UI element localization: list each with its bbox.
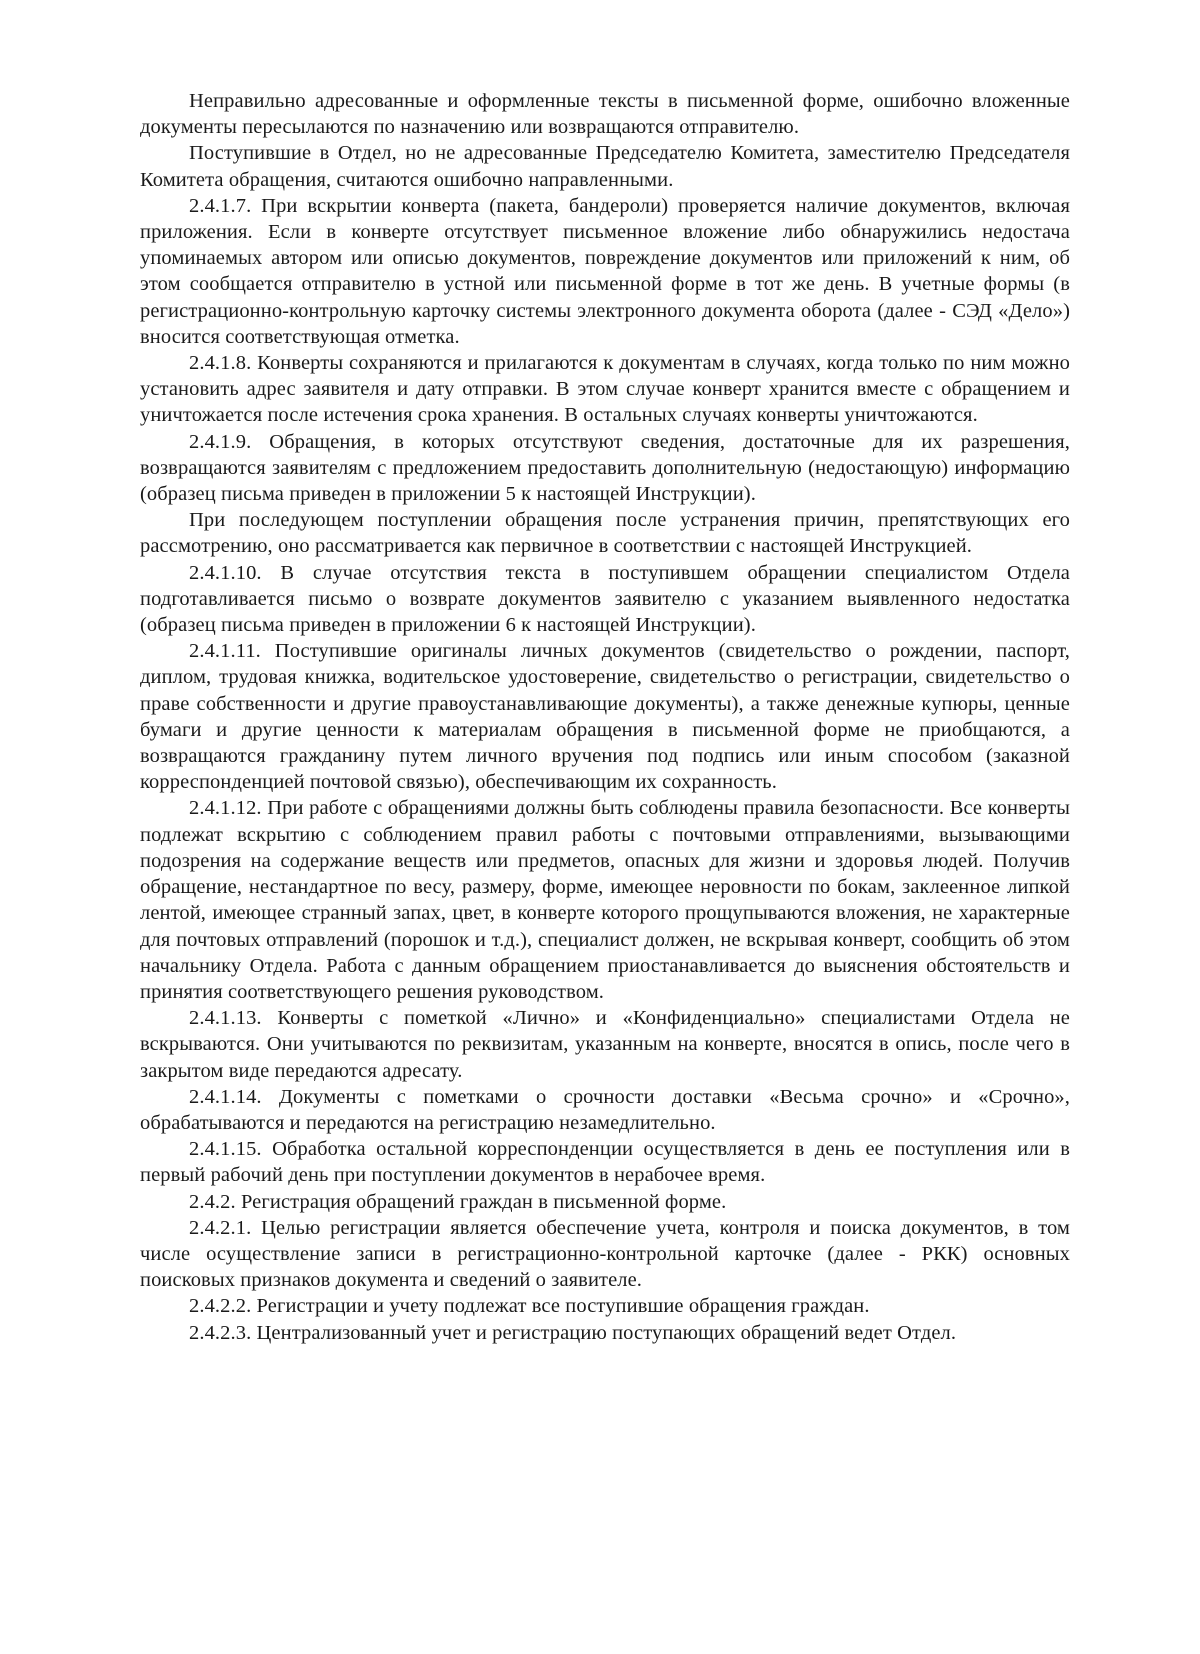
paragraph-2-4-1-15: 2.4.1.15. Обработка остальной корреспонденции осуществляется в день ее поступления или в первый рабочий день при поступлении документов в нерабочее время. (140, 1138, 1070, 1187)
paragraph-2-4-1-7: 2.4.1.7. При вскрытии конверта (пакета, бандероли) проверяется наличие документов, включая приложения. Если в конверте отсутствует письменное вложение либо обнаружились недостача упоминаемых автором или описью документов, повреждение документов или приложений к ним, об этом сообщается отправителю в устной или письменной форме в тот же день. В учетные формы (в регистрационно-контрольную карточку системы электронного документа оборота (далее - СЭД «Дело») вносится соответствующая отметка. (140, 194, 1070, 348)
paragraph-repeat-submission: При последующем поступлении обращения после устранения причин, препятствующих его рассмотрению, оно рассматривается как первичное в соответствии с настоящей Инструкцией. (140, 509, 1070, 558)
paragraph-2-4-1-10: 2.4.1.10. В случае отсутствия текста в поступившем обращении специалистом Отдела подготавливается письмо о возврате документов заявителю с указанием выявленного недостатка (образец письма приведен в приложении 6 к настоящей Инструкции). (140, 561, 1070, 637)
paragraph-2-4-1-12: 2.4.1.12. При работе с обращениями должны быть соблюдены правила безопасности. Все конверты подлежат вскрытию с соблюдением правил работы с почтовыми отправлениями, вызывающими подозрения на содержание веществ или предметов, опасных для жизни и здоровья людей. Получив обращение, нестандартное по весу, размеру, форме, имеющее неровности по бокам, заклеенное липкой лентой, имеющее странный запах, цвет, в конверте которого прощупываются вложения, не характерные для почтовых отправлений (порошок и т.д.), специалист должен, не вскрывая конверт, сообщить об этом начальнику Отдела. Работа с данным обращением приостанавливается до выяснения обстоятельств и принятия соответствующего решения руководством. (140, 797, 1070, 1003)
paragraph-2-4-1-14: 2.4.1.14. Документы с пометками о срочности доставки «Весьма срочно» и «Срочно», обрабатываются и передаются на регистрацию незамедлительно. (140, 1085, 1070, 1134)
paragraph-2-4-2: 2.4.2. Регистрация обращений граждан в письменной форме. (189, 1190, 727, 1213)
paragraph-2-4-2-2: 2.4.2.2. Регистрации и учету подлежат все поступившие обращения граждан. (189, 1295, 870, 1318)
paragraph-misaddressed: Неправильно адресованные и оформленные тексты в письменной форме, ошибочно вложенные документы пересылаются по назначению или возвращаются отправителю. (140, 90, 1070, 139)
paragraph-erroneously-sent: Поступившие в Отдел, но не адресованные Председателю Комитета, заместителю Председателя Комитета обращения, считаются ошибочно направленными. (140, 142, 1070, 191)
paragraph-2-4-1-9: 2.4.1.9. Обращения, в которых отсутствуют сведения, достаточные для их разрешения, возвращаются заявителям с предложением предоставить дополнительную (недостающую) информацию (образец письма приведен в приложении 5 к настоящей Инструкции). (140, 430, 1070, 506)
paragraph-2-4-1-13: 2.4.1.13. Конверты с пометкой «Лично» и «Конфиденциально» специалистами Отдела не вскрываются. Они учитываются по реквизитам, указанным на конверте, вносятся в опись, после чего в закрытом виде передаются адресату. (140, 1007, 1070, 1082)
paragraph-2-4-1-11: 2.4.1.11. Поступившие оригиналы личных документов (свидетельство о рождении, паспорт, диплом, трудовая книжка, водительское удостоверение, свидетельство о регистрации, свидетельство о праве собственности и другие правоустанавливающие документы), а также денежные купюры, ценные бумаги и другие ценности к материалам обращения в письменной форме не приобщаются, а возвращаются гражданину путем личного вручения под подпись или иным способом (заказной корреспонденцией почтовой связью), обеспечивающим их сохранность. (140, 640, 1070, 794)
document-page (140, 88, 1070, 1346)
paragraph-2-4-2-1: 2.4.2.1. Целью регистрации является обеспечение учета, контроля и поиска документов, в том числе осуществление записи в регистрационно-контрольной карточке (далее - РКК) основных поисковых признаков документа и сведений о заявителе. (140, 1216, 1070, 1292)
paragraph-2-4-2-3: 2.4.2.3. Централизованный учет и регистрацию поступающих обращений ведет Отдел. (189, 1321, 957, 1344)
paragraph-2-4-1-8: 2.4.1.8. Конверты сохраняются и прилагаются к документам в случаях, когда только по ним можно установить адрес заявителя и дату отправки. В этом случае конверт хранится вместе с обращением и уничтожается после истечения срока хранения. В остальных случаях конверты уничтожаются. (140, 352, 1070, 427)
